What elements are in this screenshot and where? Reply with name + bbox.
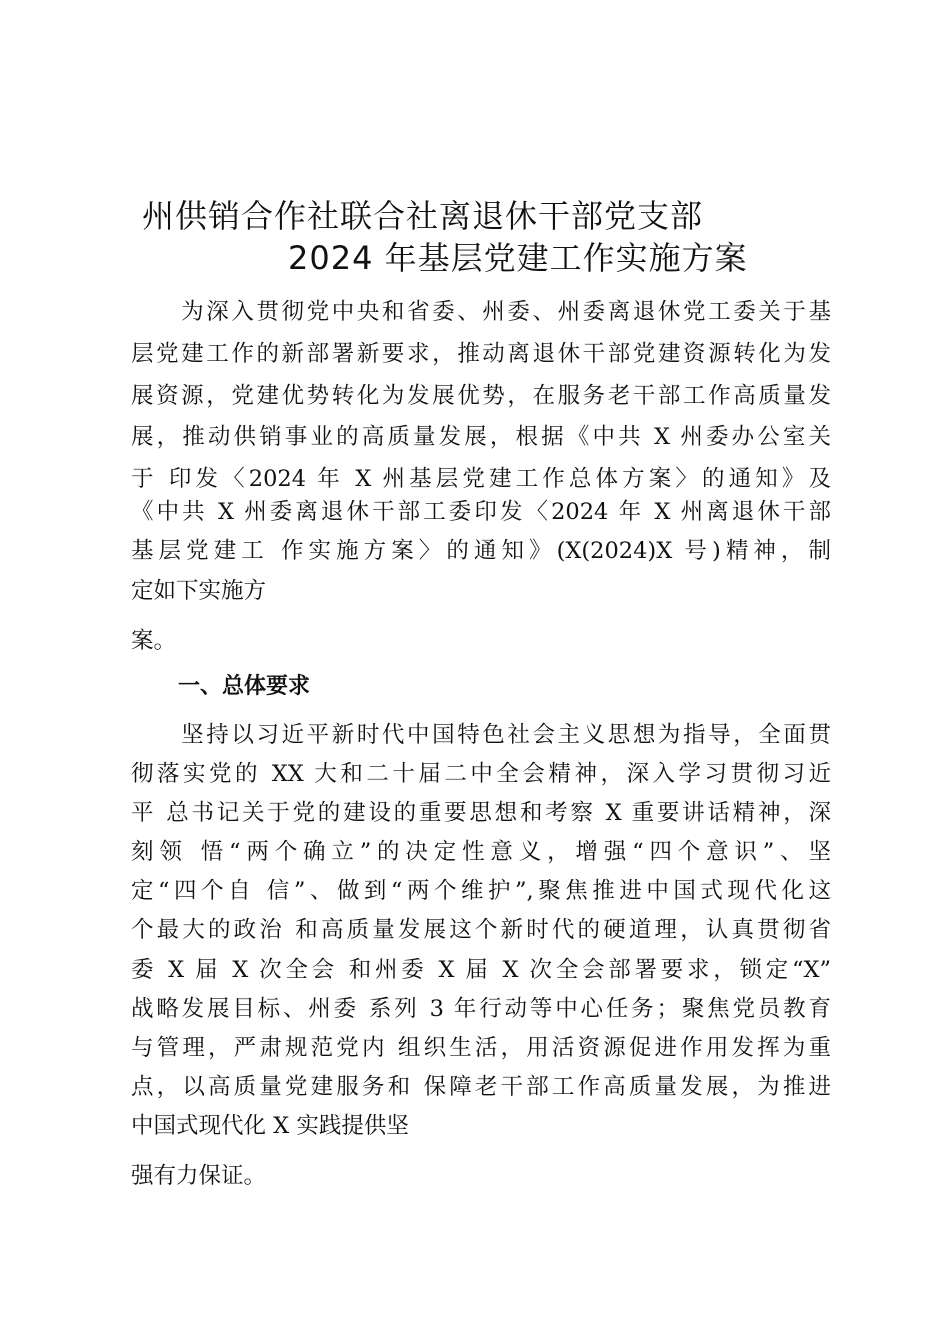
paragraph-line: 坚持以习近平新时代中国特色社会主义思想为指导，全面贯 bbox=[131, 722, 831, 748]
paragraph-line: 《中共 X 州委离退休干部工委印发〈2024 年 X 州离退休干部 bbox=[131, 499, 831, 525]
paragraph-line: 刻领 悟“两个确立”的决定性意义，增强“四个意识”、坚 bbox=[131, 839, 831, 865]
paragraph-line: 委 X 届 X 次全会 和州委 X 届 X 次全会部署要求，锁定“X” bbox=[131, 957, 831, 983]
document-title-line-2: 2024 年基层党建工作实施方案 bbox=[288, 239, 748, 277]
paragraph-line: 强有力保证。 bbox=[131, 1163, 267, 1189]
paragraph-line: 定如下实施方 bbox=[131, 578, 267, 604]
paragraph-line: 案。 bbox=[131, 628, 177, 654]
section-heading: 一、总体要求 bbox=[178, 674, 311, 699]
paragraph-line: 个最大的政治 和高质量发展这个新时代的硬道理，认真贯彻省 bbox=[131, 917, 831, 943]
document-title-line-1: 州供销合作社联合社离退休干部党支部 bbox=[142, 197, 704, 235]
paragraph-line: 彻落实党的 XX 大和二十届二中全会精神，深入学习贯彻习近 bbox=[131, 761, 831, 787]
paragraph-line: 定“四个自 信”、做到“两个维护”,聚焦推进中国式现代化这 bbox=[131, 878, 831, 904]
paragraph-line: 为深入贯彻党中央和省委、州委、州委离退休党工委关于基 bbox=[131, 299, 831, 325]
paragraph-line: 中国式现代化 X 实践提供坚 bbox=[131, 1113, 409, 1139]
paragraph-line: 与管理，严肃规范党内 组织生活，用活资源促进作用发挥为重 bbox=[131, 1035, 831, 1061]
paragraph-line: 展，推动供销事业的高质量发展，根据《中共 X 州委办公室关 bbox=[131, 424, 831, 450]
paragraph-line: 于 印发〈2024 年 X 州基层党建工作总体方案〉的通知》及 bbox=[131, 466, 831, 492]
paragraph-line: 平 总书记关于党的建设的重要思想和考察 X 重要讲话精神，深 bbox=[131, 800, 831, 826]
paragraph-line: 战略发展目标、州委 系列 3 年行动等中心任务；聚焦党员教育 bbox=[131, 996, 831, 1022]
paragraph-line: 基层党建工 作实施方案〉的通知》(X(2024)X 号)精神，制 bbox=[131, 538, 831, 564]
paragraph-line: 层党建工作的新部署新要求，推动离退休干部党建资源转化为发 bbox=[131, 341, 831, 367]
paragraph-line: 点，以高质量党建服务和 保障老干部工作高质量发展，为推进 bbox=[131, 1074, 831, 1100]
paragraph-line: 展资源，党建优势转化为发展优势，在服务老干部工作高质量发 bbox=[131, 383, 831, 409]
